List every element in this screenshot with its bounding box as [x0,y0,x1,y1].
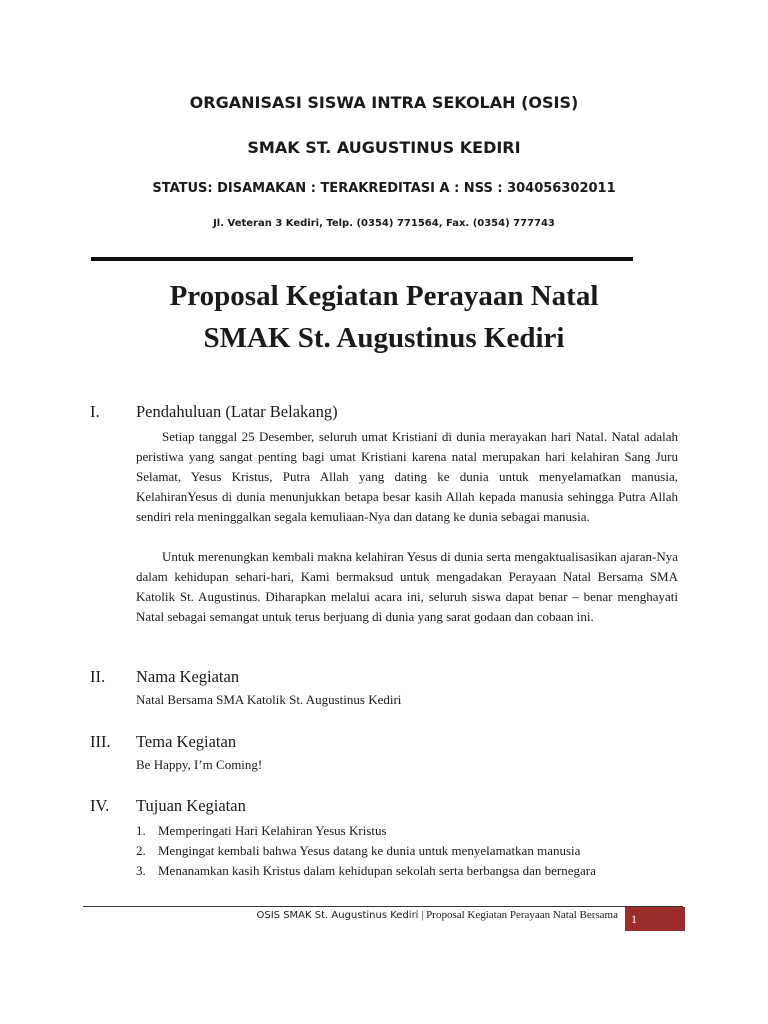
section-heading: Pendahuluan (Latar Belakang) [136,402,338,421]
goals-list [136,821,596,881]
list-item [136,841,596,861]
list-item [136,861,596,881]
footer-divider [83,906,683,907]
footer-school: OSIS SMAK St. Augustinus Kediri [256,910,419,921]
section-paragraph: Untuk merenungkan kembali makna kelahiran Yesus di dunia serta mengaktualisasikan ajaran-Nya dalam kehidupan sehari-hari, Kami bermaksud untuk mengadakan Perayaan Natal Bersama SMA Katolik St. Augustinus. Diharapkan melalui acara ini, seluruh siswa dapat benar – benar menghayati Natal sebagai semangat untuk terus berjuang di dunia yang sarat godaan dan cobaan ini. [136,549,678,624]
document-title-line1: Proposal Kegiatan Perayaan Natal [169,280,599,312]
status-line: STATUS: DISAMAKAN : TERAKREDITASI A : NSS : 304056302011 [152,181,616,196]
page-number: 1 [625,907,685,931]
list-item-number: 3. [136,863,146,878]
header-divider [91,257,633,261]
list-item-number: 1. [136,823,146,838]
section-heading: Tujuan Kegiatan [136,796,246,815]
section-number: I. [90,402,100,421]
section-paragraph: Setiap tanggal 25 Desember, seluruh umat Kristiani di dunia merayakan hari Natal. Natal adalah peristiwa yang sangat penting bagi umat Kristiani karena natal merupakan hari kelahiran Sang Juru Selamat, Yesus Kristus, Putra Allah yang dating ke dunia untuk menyelamatkan manusia, KelahiranYesus di dunia menunjukkan betapa besar kasih Allah kepada manusia sehingga Putra Allah sendiri rela meninggalkan segala kemuliaan-Nya dan datang ke dunia sebagai manusia. [136,429,678,524]
activity-name: Natal Bersama SMA Katolik St. Augustinus Kediri [136,692,402,707]
address-line: Jl. Veteran 3 Kediri, Telp. (0354) 771564, Fax. (0354) 777743 [213,218,555,229]
section-number: III. [90,732,111,751]
footer-separator: | [421,909,424,921]
org-name: ORGANISASI SISWA INTRA SEKOLAH (OSIS) [189,93,579,112]
footer-text [0,909,618,921]
list-item [136,821,596,841]
activity-theme: Be Happy, I’m Coming! [136,757,263,772]
document-title-line2: SMAK St. Augustinus Kediri [203,322,565,354]
section-heading: Nama Kegiatan [136,667,240,686]
list-item-text: Memperingati Hari Kelahiran Yesus Kristus [158,823,387,838]
school-name: SMAK ST. AUGUSTINUS KEDIRI [247,138,521,157]
list-item-number: 2. [136,843,146,858]
list-item-text: Menanamkan kasih Kristus dalam kehidupan sekolah serta berbangsa dan bernegara [158,863,596,878]
section-heading: Tema Kegiatan [136,732,237,751]
footer-doc-title: Proposal Kegiatan Perayaan Natal Bersama [426,909,618,921]
section-number: II. [90,667,106,686]
section-number: IV. [90,796,110,815]
list-item-text: Mengingat kembali bahwa Yesus datang ke dunia untuk menyelamatkan manusia [158,843,581,858]
